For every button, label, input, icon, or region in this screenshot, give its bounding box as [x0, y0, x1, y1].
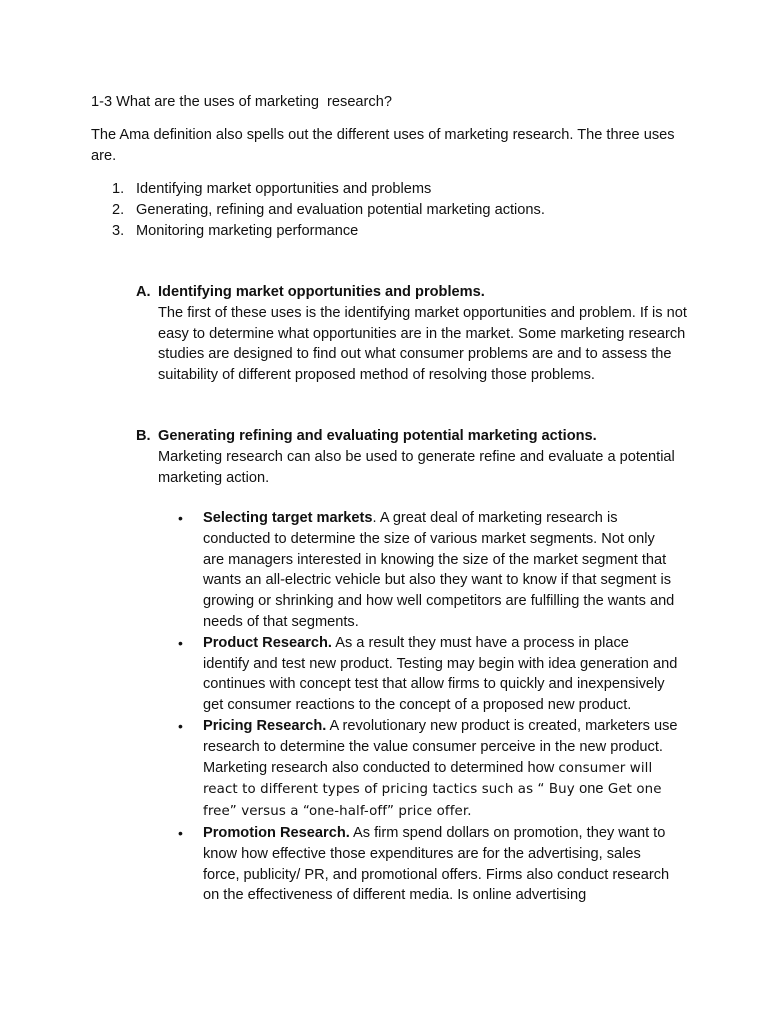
list-item — [112, 179, 545, 200]
bullet-item — [178, 823, 678, 906]
bullet-text: one — [579, 781, 604, 798]
bullet-text: As firm spend dollars on promotion, they want to know how effective those expenditures are for the advertising, sales force, publicity/ PR, and promotional offers. Firms also conduct research on the effectiveness of different media. Is online advertising — [203, 824, 670, 904]
bullet-text-alt-font: consumer will react to different types of pricing tactics such as “ Buy — [203, 760, 653, 798]
bullet-item — [178, 508, 678, 633]
section-letter: A. — [136, 284, 151, 300]
bullet-title: Product Research. — [203, 634, 332, 651]
section-a-heading — [136, 282, 696, 303]
list-item — [112, 221, 545, 242]
bullet-title: Pricing Research. — [203, 717, 327, 734]
bullet-icon: • — [178, 717, 183, 734]
research-bullet-list — [178, 508, 678, 906]
bullet-text: . A great deal of marketing research is conducted to determine the size of various market segments. Not only are managers interested in knowing the size of the market segment that wants an all-electric vehicle but also they want to know if that segment is growing or shrinking and how well competitors are fulfilling the wants and needs of that segments. — [203, 510, 675, 630]
list-text: Identifying market opportunities and problems — [136, 181, 432, 197]
bullet-item — [178, 716, 678, 823]
list-text: Monitoring marketing performance — [136, 222, 359, 239]
list-number: 2. — [112, 201, 125, 218]
section-title: Generating refining and evaluating potential marketing actions. — [158, 428, 597, 444]
bullet-text-alt-font: Get one free” versus a “one-half-off” price offer. — [203, 782, 662, 820]
bullet-text: A revolutionary new product is created, marketers use research to determine the value consumer perceive in the new product. Marketing research also conducted to determined how — [203, 717, 678, 776]
list-text: Generating, refining and evaluation potential marketing actions. — [136, 201, 545, 218]
bullet-icon: • — [178, 824, 183, 841]
section-b — [136, 426, 696, 488]
bullet-text: As a result they must have a process in place identify and test new product. Testing may begin with idea generation and continues with concept test that allow firms to quickly and inexpensively get consumer reactions to the concept of a proposed new product. — [203, 634, 678, 714]
section-a — [136, 282, 696, 386]
uses-list — [112, 179, 545, 241]
section-title: Identifying market opportunities and problems. — [158, 284, 485, 300]
bullet-title: Promotion Research. — [203, 824, 350, 841]
section-b-body: Marketing research can also be used to generate refine and evaluate a potential marketing action. — [158, 448, 675, 486]
list-number: 3. — [112, 222, 125, 239]
list-item — [112, 200, 545, 221]
section-a-body: The first of these uses is the identifying market opportunities and problem. If is not easy to determine what opportunities are in the market. Some marketing research studies are designed to find out what consumer problems are and to assess the suitability of different proposed method of resolving those problems. — [158, 304, 687, 384]
bullet-title: Selecting target markets — [203, 510, 373, 526]
intro-paragraph: The Ama definition also spells out the different uses of marketing research. The three uses are. — [91, 127, 675, 164]
section-letter: B. — [136, 428, 151, 444]
page-heading: 1-3 What are the uses of marketing research? — [91, 94, 392, 110]
section-b-heading — [136, 426, 696, 447]
bullet-icon: • — [178, 510, 183, 526]
bullet-item — [178, 633, 678, 716]
bullet-icon: • — [178, 634, 183, 651]
list-number: 1. — [112, 181, 125, 197]
